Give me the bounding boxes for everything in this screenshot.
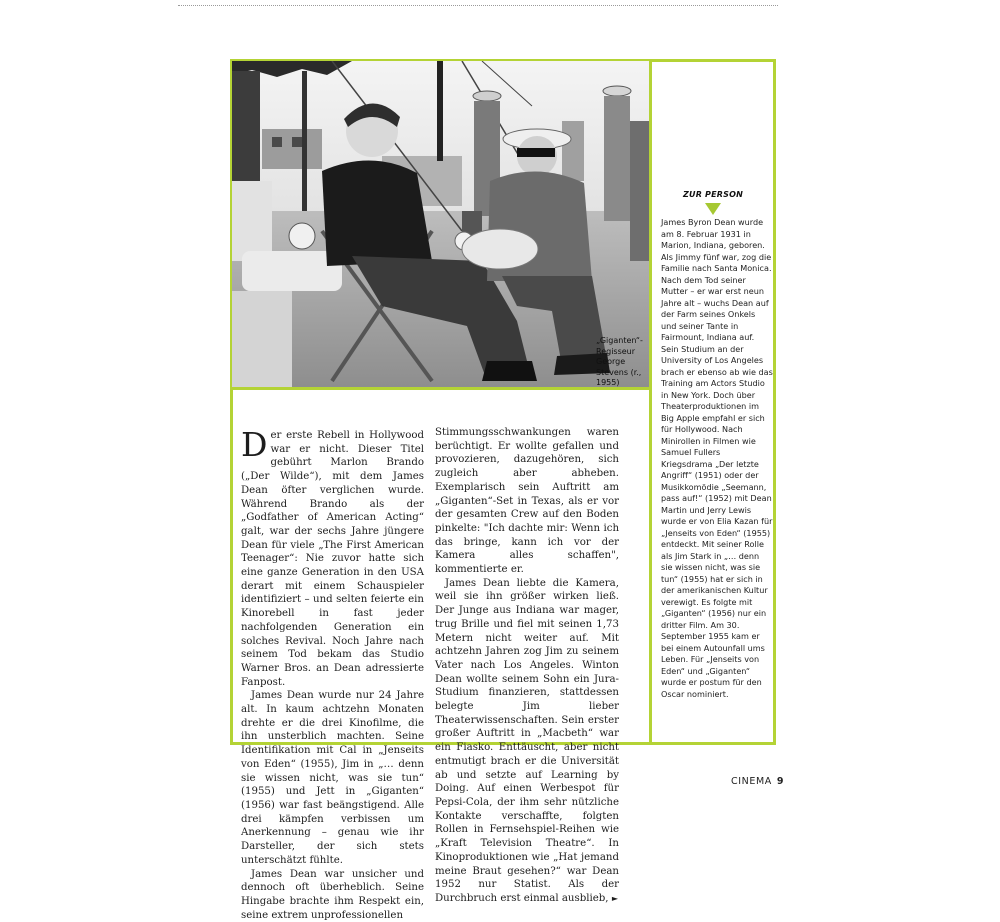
down-triangle-icon bbox=[705, 203, 721, 215]
sidebar-heading: ZUR PERSON bbox=[652, 190, 774, 199]
article-column-right bbox=[435, 426, 619, 906]
paragraph: James Dean war unsicher und dennoch oft überheblich. Seine Hingabe brachte ihm Respekt ein, seine extrem unprofessionellen bbox=[241, 868, 424, 922]
page-number: 9 bbox=[777, 776, 784, 787]
paragraph: Stimmungsschwankungen waren berüchtigt. Er wollte gefallen und provozieren, dazugehören, sich zugleich aber abheben. Exemplarisch sein Auftritt am „Giganten“-Set in Texas, als er vor der gesamten Crew auf den Boden pinkelte: "Ich dachte mir: Wenn ich das bringe, kann ich vor der Kamera alles schaffen", kommentierte er. bbox=[435, 426, 619, 577]
continue-arrow-icon: ► bbox=[612, 894, 618, 903]
paragraph bbox=[241, 429, 424, 689]
top-dotted-rule bbox=[178, 5, 778, 6]
photo-caption: „Giganten“-Regisseur George Stevens (r., 1955) bbox=[596, 336, 648, 389]
page-footer bbox=[731, 776, 784, 787]
drop-cap: D bbox=[241, 431, 267, 459]
sidebar-text: James Byron Dean wurde am 8. Februar 1931 in Marion, Indiana, geboren. Als Jimmy fünf war, zog die Familie nach Santa Monica. Nach dem Tod seiner Mutter – er war erst neun Jahre alt – wuchs Dean auf der Farm seines Onkels und seiner Tante in Fairmount, Indiana auf. Sein Studium an der University of Los Angeles brach er ebenso ab wie das Training am Actors Studio in New York. Doch über Theaterproduktionen im Big Apple empfahl er sich für Hollywood. Nach Minirollen in Filmen wie Samuel Fullers Kriegsdrama „Der letzte Angriff“ (1951) oder der Musikkomödie „Seemann, pass auf!“ (1952) mit Dean Martin und Jerry Lewis wurde er von Elia Kazan für „Jenseits von Eden“ (1955) entdeckt. Mit seiner Rolle als Jim Stark in „… denn sie wissen nicht, was sie tun“ (1955) hat er sich in der amerikanischen Kultur verewigt. Es folgte mit „Giganten“ (1956) nur ein dritter Film. Am 30. September 1955 kam er bei einem Autounfall ums Leben. Für „Jenseits von Eden“ und „Giganten“ wurde er postum für den Oscar nominiert. bbox=[661, 217, 773, 700]
paragraph-text: James Dean liebte die Kamera, weil sie ihn größer wirken ließ. Der Junge aus Indiana war mager, trug Brille und fiel mit seinen 1,73 Metern nicht weiter auf. Mit achtzehn Jahren zog Jim zu seinem Vater nach Los Angeles. Winton Dean wollte seinem Sohn ein Jura-Studium finanzieren, stattdessen belegte Jim lieber Theaterwissenschaften. Sein erster großer Auftritt in „Macbeth“ war ein Fiasko. Enttäuscht, aber nicht entmutigt brach er die Universität ab und setzte auf Learning by Doing. Auf einen Werbespot für Pepsi-Cola, der ihm sehr nützliche Kontakte verschaffte, folgten Rollen in Fernsehspiel-Reihen wie „Kraft Television Theatre“. In Kinoproduktionen wie „Hat jemand meine Braut gesehen?“ war Dean 1952 nur Statist. Als der Durchbruch erst einmal ausblieb, bbox=[435, 578, 619, 904]
sidebar-profile bbox=[652, 190, 774, 700]
paragraph bbox=[435, 577, 619, 906]
section-name: CINEMA bbox=[731, 776, 772, 787]
paragraph-text: er erste Rebell in Hollywood war er nicht. Dieser Titel gebührt Marlon Brando („Der Wilde“), mit dem James Dean öfter verglichen wurde. Während Brando als der „Godfather of American Acting“ galt, war der sechs Jahre jüngere Dean für viele „The First American Teenager“: Nie zuvor hatte sich eine ganze Generation in den USA derart mit einem Schauspieler identifiziert – und selten feierte ein Kinorebell in fast jeder nachfolgenden Generation ein solches Revival. Noch Jahre nach seinem Tod bekam das Studio Warner Bros. an Dean adressierte Fanpost. bbox=[241, 430, 424, 688]
film-set-photo bbox=[232, 61, 649, 387]
paragraph: James Dean wurde nur 24 Jahre alt. In kaum achtzehn Monaten drehte er die drei Kinofilme, die ihn unsterblich machten. Seine Identifikation mit Cal in „Jenseits von Eden“ (1955), Jim in „… denn sie wissen nicht, was sie tun“ (1955) und Jett in „Giganten“ (1956) war fast beängstigend. Alle drei kämpfen verbissen um Anerkennung – genau wie ihr Darsteller, der sich stets unterschätzt fühlte. bbox=[241, 689, 424, 867]
horizontal-divider bbox=[232, 387, 649, 390]
article-column-left bbox=[241, 429, 424, 922]
